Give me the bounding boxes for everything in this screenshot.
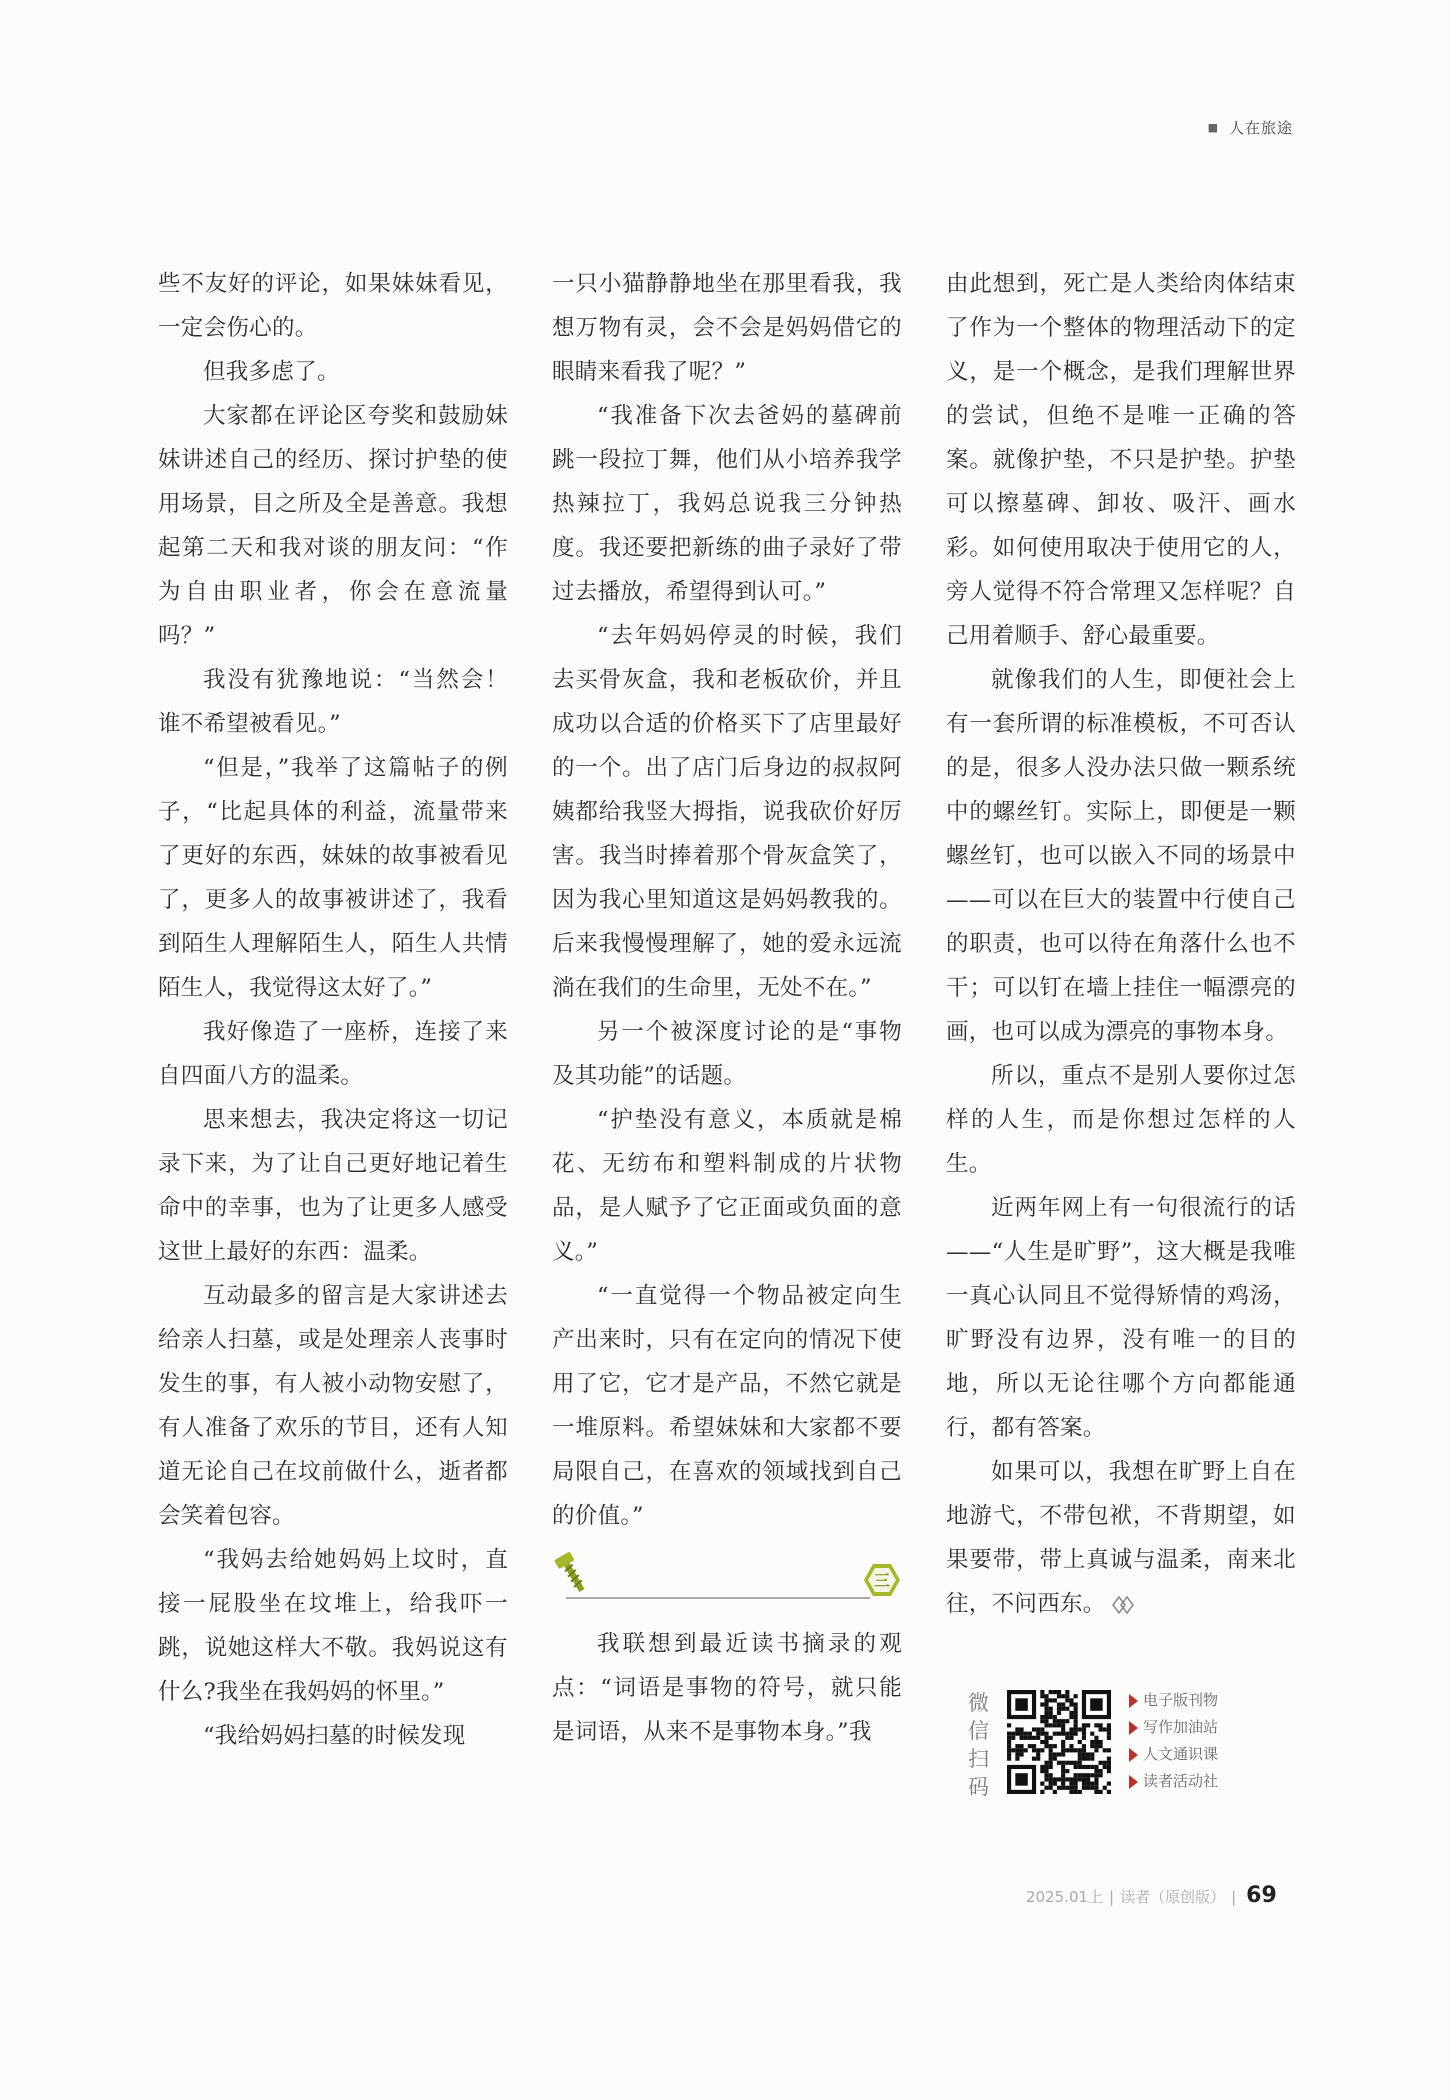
paragraph: 互动最多的留言是大家讲述去给亲人扫墓，或是处理亲人丧事时发生的事，有人被小动物安慰了，有人准备了欢乐的节目，还有人知道无论自己在坟前做什么，逝者都会笑着包容。 — [158, 1283, 508, 1529]
arrow-right-icon — [1129, 1748, 1138, 1762]
paragraph: “我给妈妈扫墓的时候发现 — [203, 1723, 466, 1749]
footer-separator: | — [1109, 1888, 1115, 1906]
paragraph: “护垫没有意义，本质就是棉花、无纺布和塑料制成的片状物品，是人赋予了它正面或负面的意义。” — [552, 1107, 902, 1265]
arrow-right-icon — [1129, 1775, 1138, 1789]
wechat-menu-item[interactable] — [1129, 1690, 1218, 1711]
paragraph: 由此想到，死亡是人类给肉体结束了作为一个整体的物理活动下的定义，是一个概念，是我们理解世界的尝试，但绝不是唯一正确的答案。就像护垫，不只是护垫。护垫可以擦墓碑、卸妆、吸汗、画水彩。如何使用取决于使用它的人，旁人觉得不符合常理又怎样呢？自己用着顺手、舒心最重要。 — [946, 271, 1296, 649]
wechat-label-char: 微 — [968, 1691, 989, 1715]
paragraph: “去年妈妈停灵的时候，我们去买骨灰盒，我和老板砍价，并且成功以合适的价格买下了店里最好的一个。出了店门后身边的叔叔阿姨都给我竖大拇指，说我砍价好厉害。我当时捧着那个骨灰盒笑了，因为我心里知道这是妈妈教我的。后来我慢慢理解了，她的爱永远流淌在我们的生命里，无处不在。” — [552, 623, 902, 1001]
wechat-menu-item[interactable] — [1129, 1771, 1218, 1792]
paragraph: 如果可以，我想在旷野上自在地游弋，不带包袱，不背期望，如果要带，带上真诚与温柔，南来北往，不问西东。 — [946, 1459, 1296, 1617]
magazine-name: 读者（原创版） — [1120, 1888, 1226, 1906]
wechat-menu-item[interactable] — [1129, 1744, 1218, 1765]
text-column-3 — [946, 262, 1296, 1626]
text-column-2 — [552, 262, 902, 1754]
paragraph: 大家都在评论区夸奖和鼓励妹妹讲述自己的经历、探讨护垫的使用场景，目之所及全是善意。我想起第二天和我对谈的朋友问：“作为自由职业者，你会在意流量吗？” — [158, 403, 508, 649]
running-header — [1208, 117, 1293, 138]
wechat-scan-block — [968, 1690, 1218, 1801]
paragraph: 另一个被深度讨论的是“事物及其功能”的话题。 — [552, 1019, 902, 1089]
paragraph: 一只小猫静静地坐在那里看我，我想万物有灵，会不会是妈妈借它的眼睛来看我了呢？” — [552, 271, 902, 385]
paragraph: “我准备下次去爸妈的墓碑前跳一段拉丁舞，他们从小培养我学热辣拉丁，我妈总说我三分钟热度。我还要把新练的曲子录好了带过去播放，希望得到认可。” — [552, 403, 902, 605]
text-column-1 — [158, 262, 508, 1758]
paragraph: “我妈去给她妈妈上坟时，直接一屁股坐在坟堆上，给我吓一跳，说她这样大不敬。我妈说这有什么?我坐在我妈妈的怀里。” — [158, 1547, 508, 1705]
wechat-scan-label — [968, 1690, 989, 1801]
end-mark-icon — [1112, 1596, 1134, 1614]
qr-code-icon[interactable] — [1007, 1690, 1111, 1794]
section-title: 人在旅途 — [1228, 119, 1293, 137]
wechat-menu-item[interactable] — [1129, 1717, 1218, 1738]
section-divider — [552, 1546, 902, 1606]
wechat-label-char: 信 — [968, 1719, 989, 1743]
paragraph: 我好像造了一座桥，连接了来自四面八方的温柔。 — [158, 1019, 508, 1089]
wechat-menu-label: 写作加油站 — [1143, 1718, 1219, 1736]
wechat-menu-label: 读者活动社 — [1143, 1772, 1219, 1790]
paragraph: 近两年网上有一句很流行的话——“人生是旷野”，这大概是我唯一真心认同且不觉得矫情的鸡汤，旷野没有边界，没有唯一的目的地，所以无论往哪个方向都能通行，都有答案。 — [946, 1195, 1296, 1441]
wechat-menu-label: 电子版刊物 — [1143, 1691, 1219, 1709]
wechat-label-char: 码 — [968, 1775, 989, 1799]
paragraph: 些不友好的评论，如果妹妹看见，一定会伤心的。 — [158, 271, 508, 341]
paragraph: “但是，”我举了这篇帖子的例子，“比起具体的利益，流量带来了更好的东西，妹妹的故事被看见了，更多人的故事被讲述了，我看到陌生人理解陌生人，陌生人共情陌生人，我觉得这太好了。” — [158, 755, 508, 1001]
paragraph: “一直觉得一个物品被定向生产出来时，只有在定向的情况下使用了它，它才是产品，不然它就是一堆原料。希望妹妹和大家都不要局限自己，在喜欢的领域找到自己的价值。” — [552, 1283, 902, 1529]
wechat-label-char: 扫 — [968, 1747, 989, 1771]
page-footer — [1026, 1883, 1277, 1908]
page-number: 69 — [1246, 1883, 1277, 1908]
paragraph: 我没有犹豫地说：“当然会！谁不希望被看见。” — [158, 667, 508, 737]
column-2-after-divider — [552, 1622, 902, 1754]
issue-date: 2025.01上 — [1026, 1888, 1104, 1906]
arrow-right-icon — [1129, 1721, 1138, 1735]
paragraph: 我联想到最近读书摘录的观点：“词语是事物的符号，就只能是词语，从来不是事物本身。”我 — [552, 1631, 902, 1745]
footer-separator-2: | — [1231, 1888, 1237, 1906]
header-bullet: ■ — [1207, 121, 1219, 134]
paragraph: 所以，重点不是别人要你过怎样的人生，而是你想过怎样的人生。 — [946, 1063, 1296, 1177]
paragraph: 但我多虑了。 — [203, 359, 340, 385]
paragraph: 就像我们的人生，即便社会上有一套所谓的标准模板，不可否认的是，很多人没办法只做一颗系统中的螺丝钉。实际上，即便是一颗螺丝钉，也可以嵌入不同的场景中——可以在巨大的装置中行使自己的职责，也可以待在角落什么也不干；可以钉在墙上挂住一幅漂亮的画，也可以成为漂亮的事物本身。 — [946, 667, 1296, 1045]
paragraph: 思来想去，我决定将这一切记录下来，为了让自己更好地记着生命中的幸事，也为了让更多人感受这世上最好的东西：温柔。 — [158, 1107, 508, 1265]
arrow-right-icon — [1129, 1694, 1138, 1708]
section-number: 三 — [873, 1571, 891, 1590]
screw-divider-icon — [552, 1546, 904, 1606]
wechat-menu-label: 人文通识课 — [1143, 1745, 1219, 1763]
column-2-body — [552, 262, 902, 1538]
wechat-menu — [1129, 1690, 1218, 1792]
